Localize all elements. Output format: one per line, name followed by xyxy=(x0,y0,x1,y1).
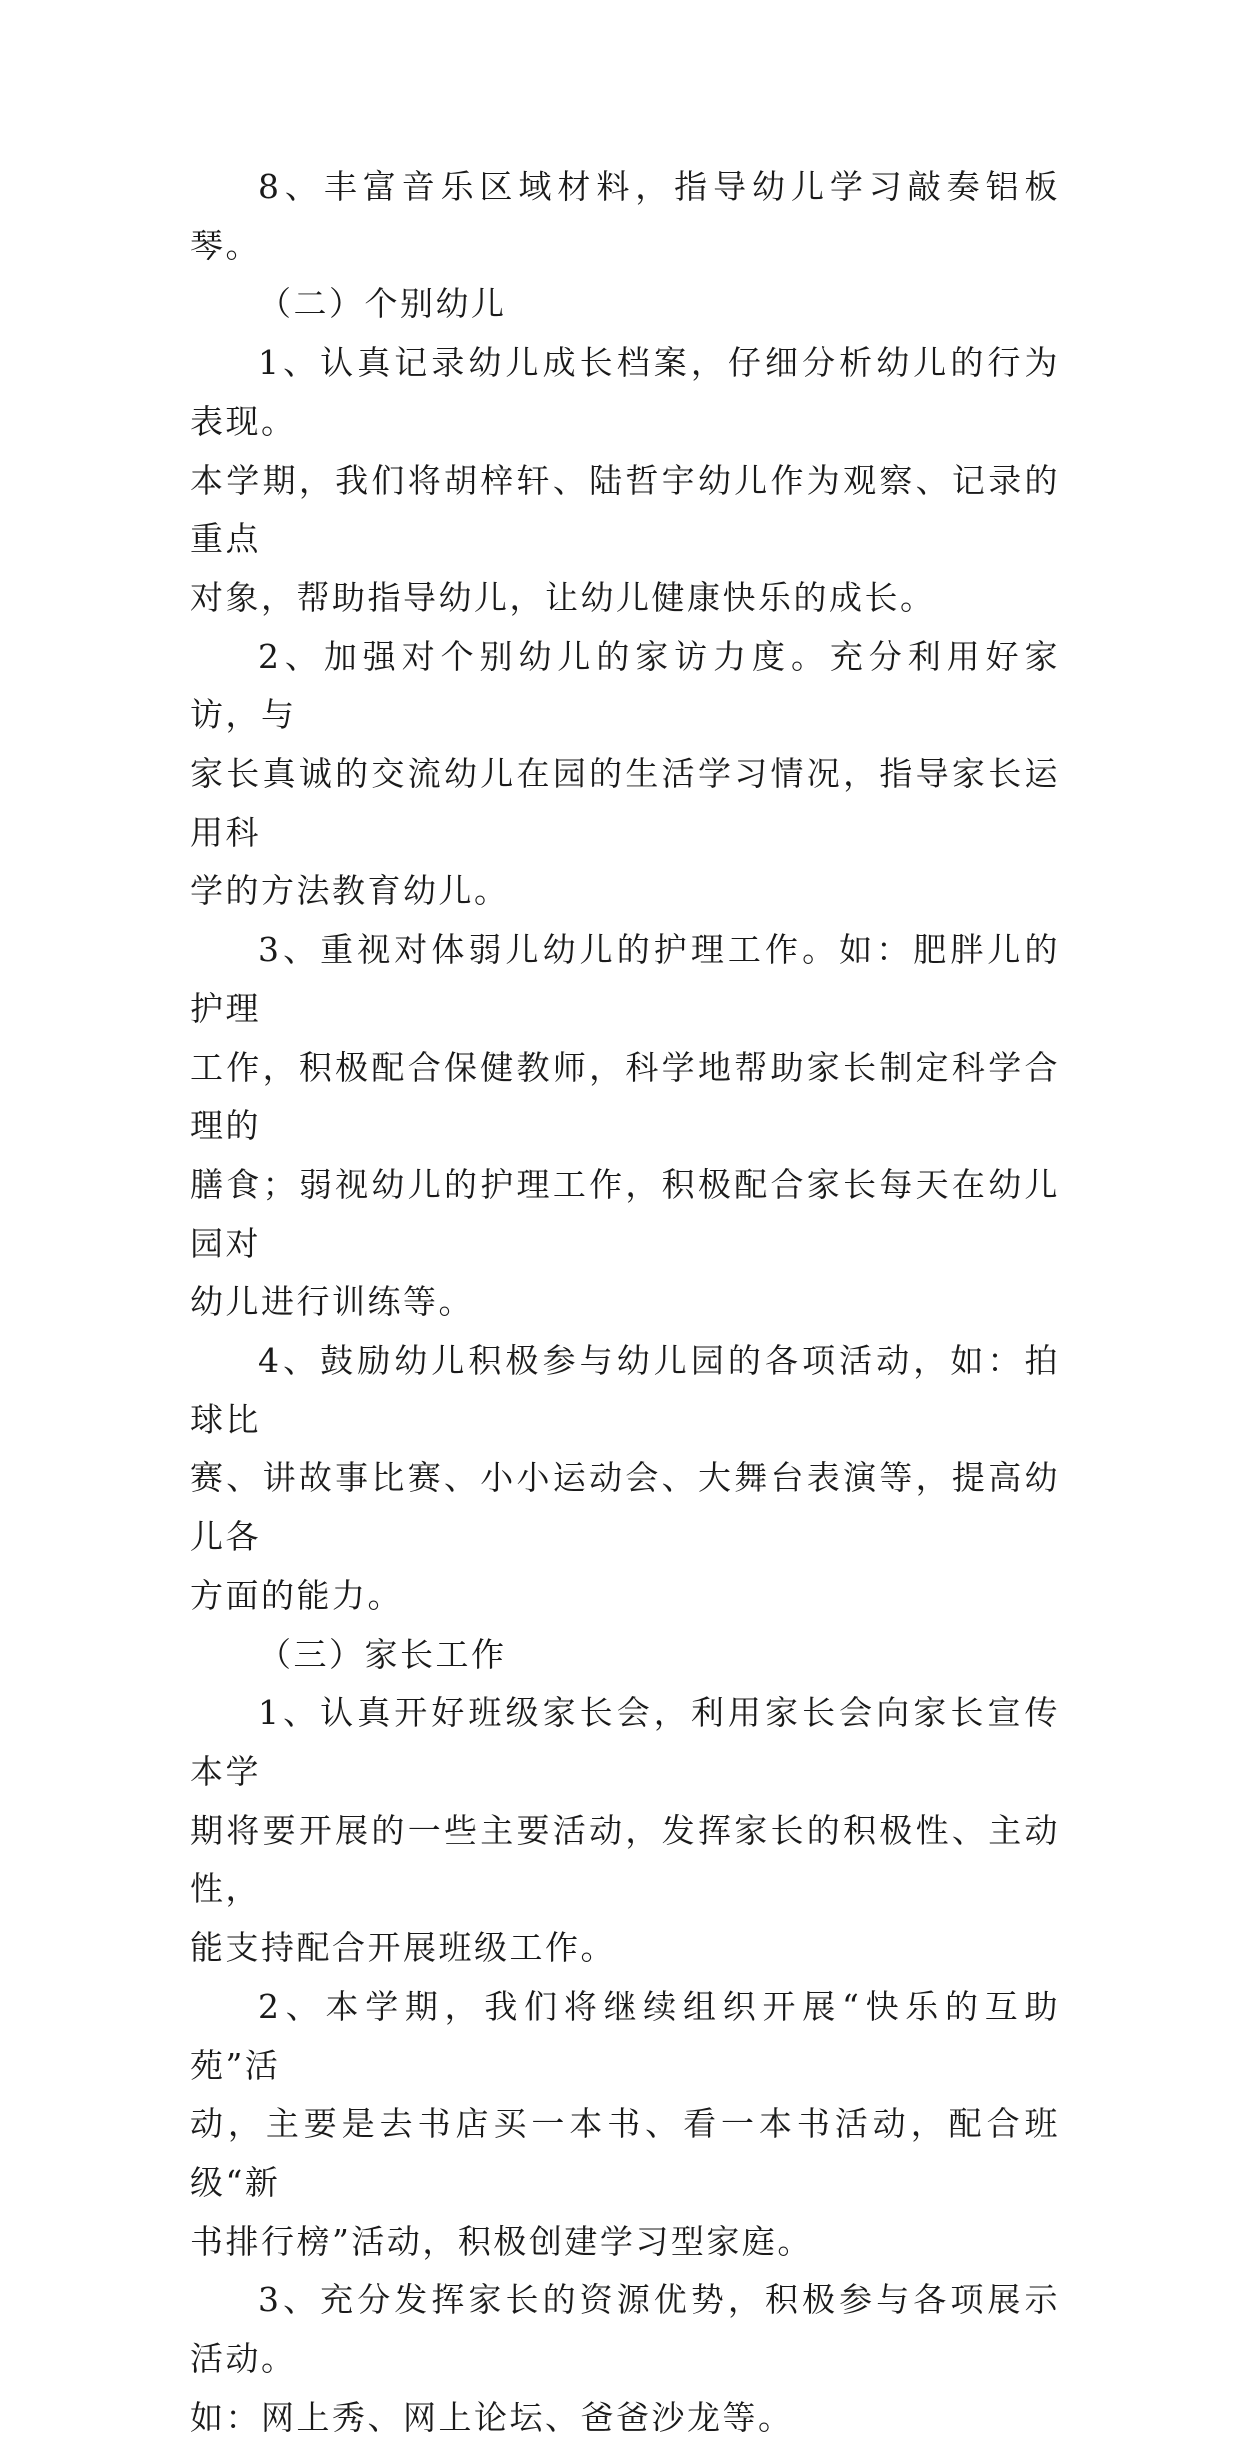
text-line: 2、本学期，我们将继续组织开展“快乐的互助苑”活 xyxy=(190,1986,1060,2085)
text-line: 3、充分发挥家长的资源优势，积极参与各项展示活动。 xyxy=(190,2280,1060,2379)
text-line: 对象，帮助指导幼儿，让幼儿健康快乐的成长。 xyxy=(190,577,936,617)
text-line: 2、加强对个别幼儿的家访力度。充分利用好家访，与 xyxy=(190,636,1060,735)
paragraph-parent-3 xyxy=(190,2271,1060,2447)
text-line: 3、重视对体弱儿幼儿的护理工作。如：肥胖儿的护理 xyxy=(190,930,1060,1028)
text-line: 能支持配合开展班级工作。 xyxy=(190,1928,616,1968)
text-line: 本学期，我们将胡梓轩、陆哲宇幼儿作为观察、记录的重点 xyxy=(190,460,1060,559)
text-line: 1、认真记录幼儿成长档案，仔细分析幼儿的行为表现。 xyxy=(190,343,1060,441)
text-line: 4、鼓励幼儿积极参与幼儿园的各项活动，如：拍球比 xyxy=(190,1341,1060,1439)
paragraph-individual-2 xyxy=(190,628,1060,922)
paragraph-item-8 xyxy=(190,158,1060,275)
text-line: 工作，积极配合保健教师，科学地帮助家长制定科学合理的 xyxy=(190,1047,1060,1146)
text-line: 幼儿进行训练等。 xyxy=(190,1282,474,1322)
text-line: 动，主要是去书店买一本书、看一本书活动，配合班级“新 xyxy=(190,2104,1060,2202)
section-heading-parent-work: （三）家长工作 xyxy=(258,1634,507,1674)
text-line: 赛、讲故事比赛、小小运动会、大舞台表演等，提高幼儿各 xyxy=(190,1458,1060,1557)
text-line: 1、认真开好班级家长会，利用家长会向家长宣传本学 xyxy=(190,1693,1060,1791)
paragraph-parent-2 xyxy=(190,1978,1060,2272)
paragraph-individual-4 xyxy=(190,1332,1060,1626)
text-line: 如：网上秀、网上论坛、爸爸沙龙等。 xyxy=(190,2397,794,2437)
text-line: 方面的能力。 xyxy=(190,1575,403,1615)
text-line: 期将要开展的一些主要活动，发挥家长的积极性、主动性， xyxy=(190,1810,1060,1909)
text-line: 书排行榜”活动，积极创建学习型家庭。 xyxy=(190,2221,813,2261)
text-line: 家长真诚的交流幼儿在园的生活学习情况，指导家长运用科 xyxy=(190,754,1060,852)
paragraph-individual-1 xyxy=(190,334,1060,628)
document-body xyxy=(190,158,1060,2447)
paragraph-individual-3 xyxy=(190,921,1060,1332)
section-heading-individual-children: （二）个别幼儿 xyxy=(258,284,507,324)
paragraph-parent-1 xyxy=(190,1684,1060,1978)
text-line: 学的方法教育幼儿。 xyxy=(190,871,510,911)
text-line: 膳食；弱视幼儿的护理工作，积极配合家长每天在幼儿园对 xyxy=(190,1164,1060,1263)
text-line: 8、丰富音乐区域材料，指导幼儿学习敲奏铝板琴。 xyxy=(190,167,1060,265)
